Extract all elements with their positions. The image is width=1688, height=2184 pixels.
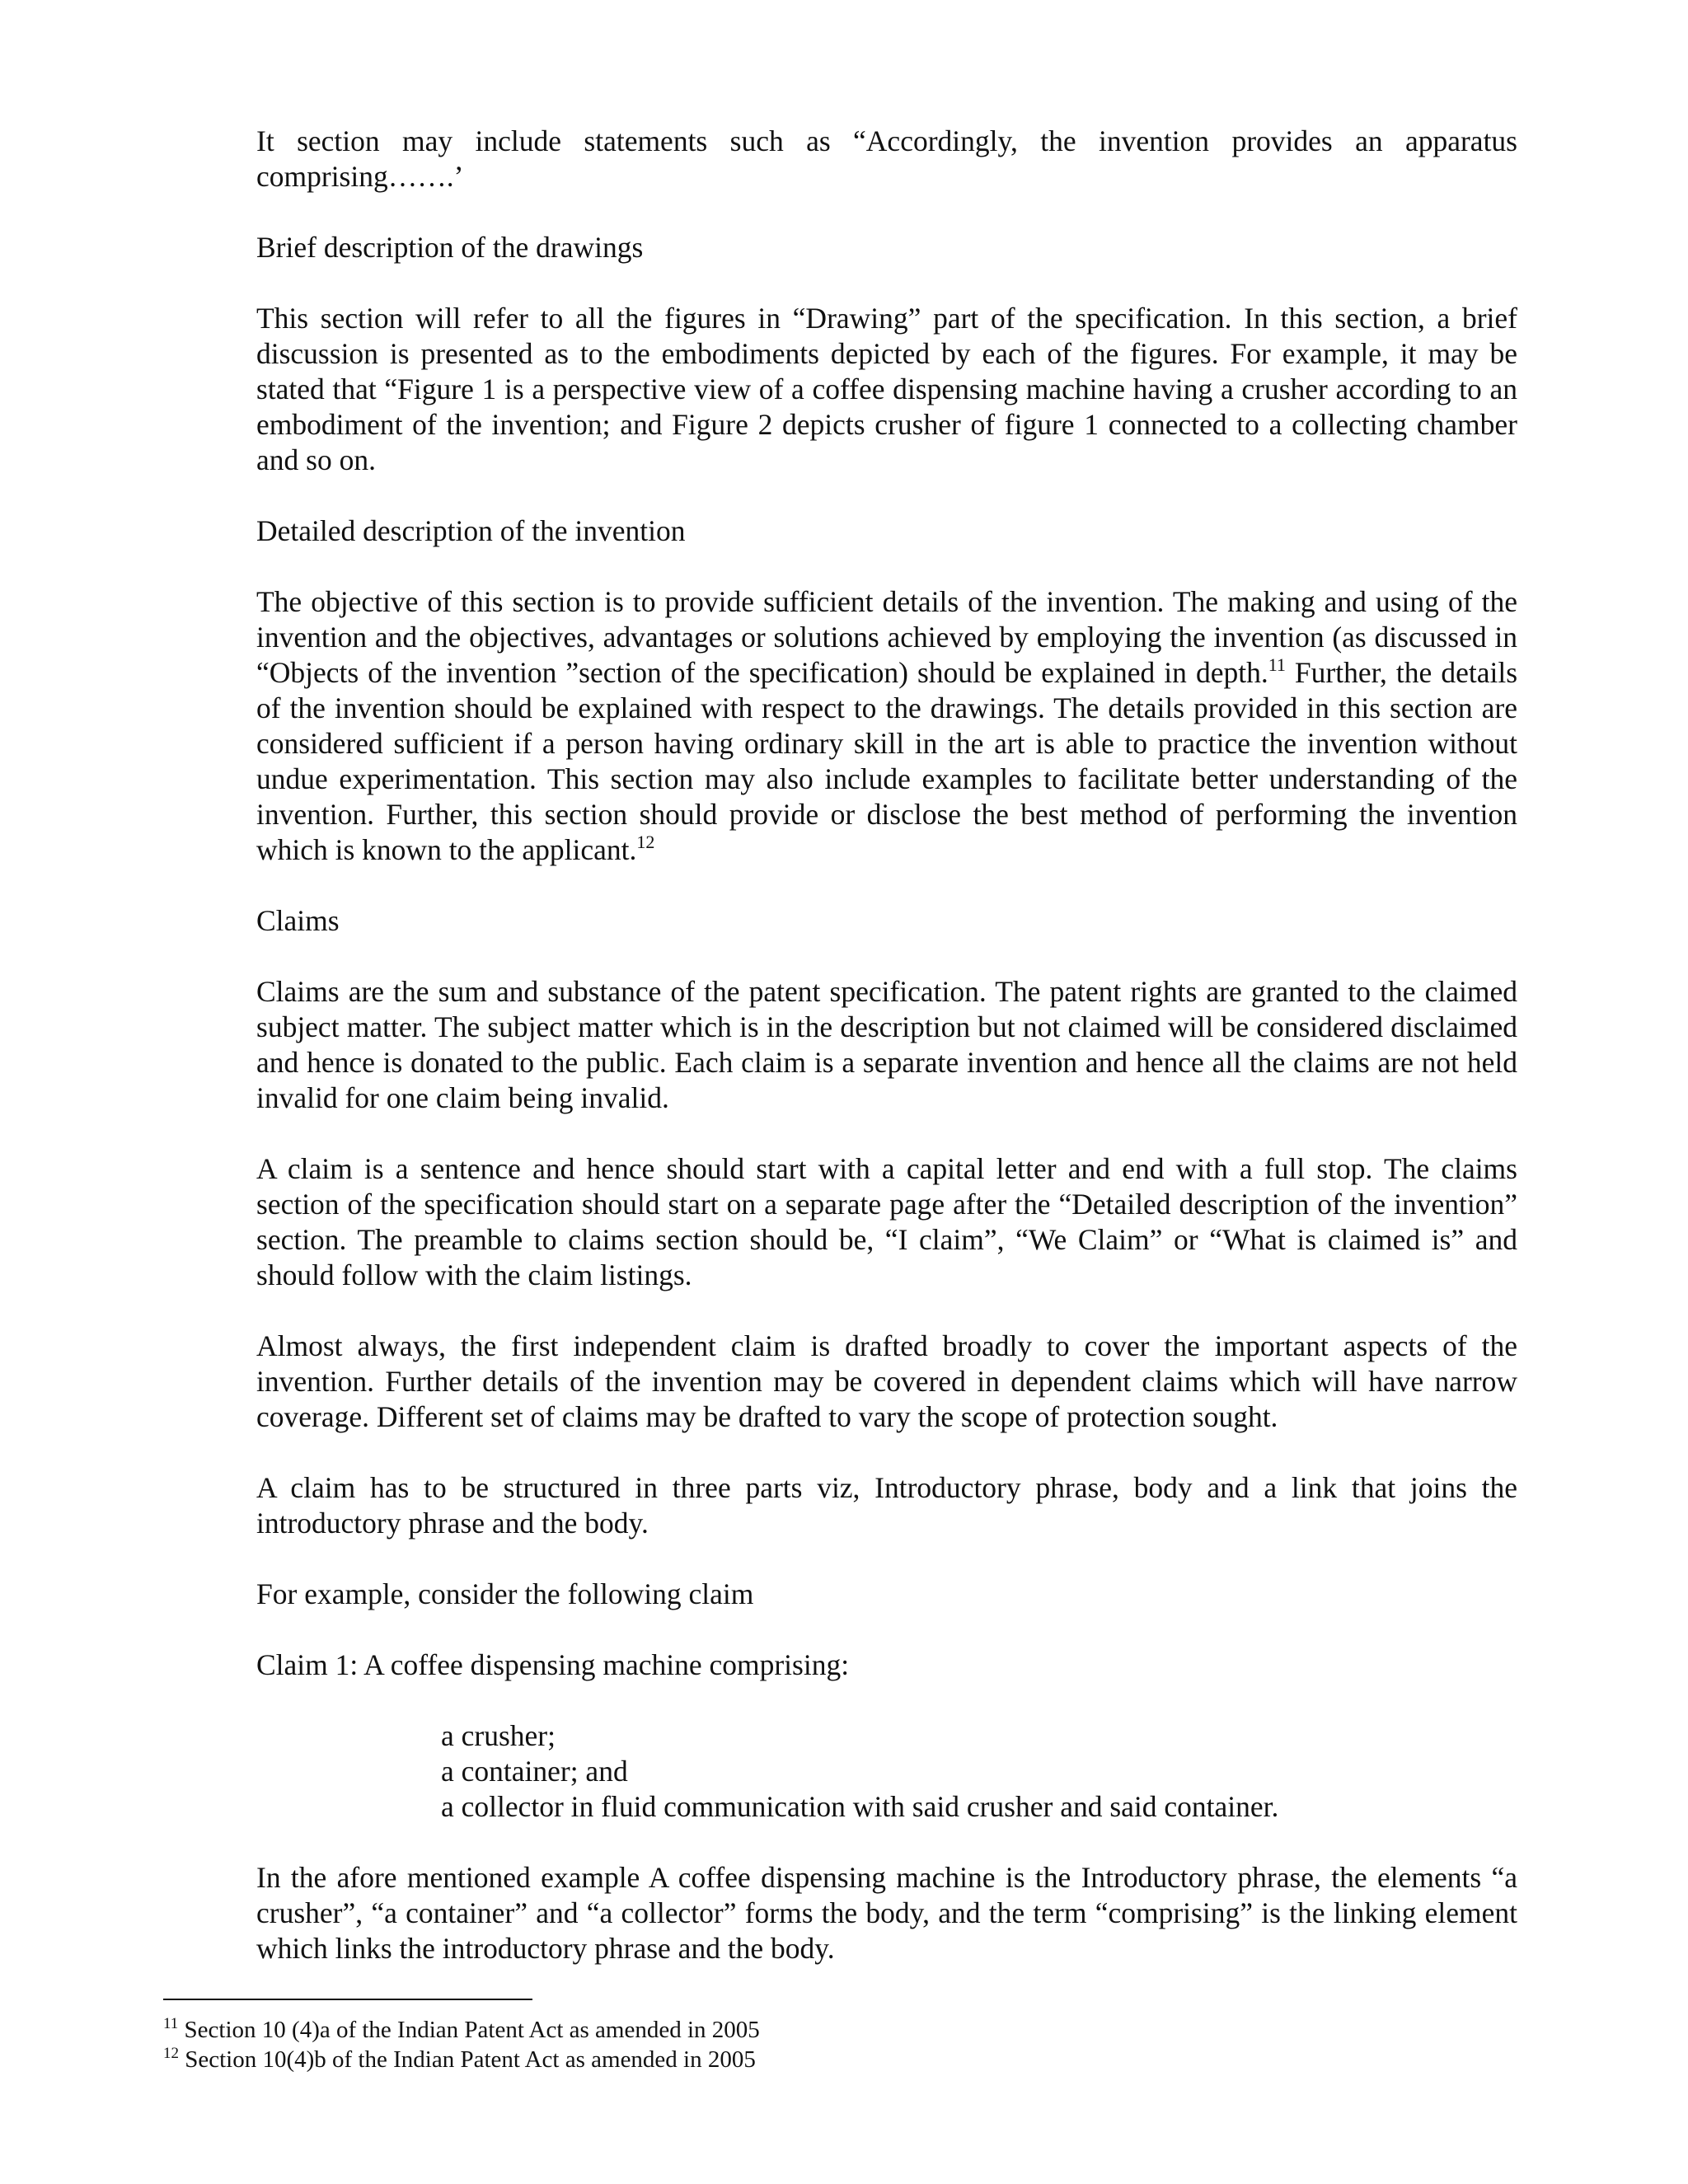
footnote-number: 12	[163, 2045, 179, 2062]
claims-paragraph-4: A claim has to be structured in three parts viz, Introductory phrase, body and a link that joins the introductory phrase and the body.	[256, 1471, 1517, 1540]
claims-paragraph-1: Claims are the sum and substance of the patent specification. The patent rights are granted to the claimed subject matter. The subject matter which is in the description but not claimed will be considered disclaimed and hence is donated to the public. Each claim is a separate invention and hence all the claims are not held invalid for one claim being invalid.	[256, 975, 1517, 1114]
heading-drawings: Brief description of the drawings	[256, 231, 644, 264]
body-text	[256, 124, 1517, 2002]
claim-element: a crusher;	[441, 1719, 556, 1752]
footnote-ref-11: 11	[1268, 654, 1286, 675]
detailed-text-part1: The objective of this section is to provide sufficient details of the invention. The making and using of the invention and the objectives, advantages or solutions achieved by employing the invention (as discussed in “Objects of the invention ”section of the specification) should be explained in depth.	[256, 585, 1517, 689]
heading-claims: Claims	[256, 904, 340, 937]
footnote-11	[163, 2015, 1482, 2045]
footnote-ref-12: 12	[636, 832, 655, 852]
footnote-number: 11	[163, 2015, 179, 2032]
claim-element: a collector in fluid communication with said crusher and said container.	[441, 1790, 1279, 1823]
claim-elements-list	[441, 1718, 1517, 1825]
claims-paragraph-3: Almost always, the first independent claim is drafted broadly to cover the important aspects of the invention. Further details of the invention may be covered in dependent claims which will have narrow coverage. Different set of claims may be drafted to vary the scope of protection sought.	[256, 1329, 1517, 1433]
final-paragraph: In the afore mentioned example A coffee dispensing machine is the Introductory phrase, the elements “a crusher”, “a container” and “a collector” forms the body, and the term “comprising” is the linking element which links the introductory phrase and the body.	[256, 1861, 1517, 1965]
heading-detailed-description: Detailed description of the invention	[256, 514, 686, 547]
intro-paragraph: It section may include statements such as “Accordingly, the invention provides an apparatus comprising…….’	[256, 124, 1517, 193]
footnote-separator	[163, 1999, 532, 2000]
drawings-paragraph: This section will refer to all the figures in “Drawing” part of the specification. In this section, a brief discussion is presented as to the embodiments depicted by each of the figures. For example, it may be stated that “Figure 1 is a perspective view of a coffee dispensing machine having a crusher according to an embodiment of the invention; and Figure 2 depicts crusher of figure 1 connected to a collecting chamber and so on.	[256, 302, 1517, 476]
claim-1-preamble: Claim 1: A coffee dispensing machine comprising:	[256, 1648, 850, 1681]
footnote-12	[163, 2045, 1482, 2074]
claims-paragraph-2: A claim is a sentence and hence should start with a capital letter and end with a full stop. The claims section of the specification should start on a separate page after the “Detailed description of the invention” section. The preamble to claims section should be, “I claim”, “We Claim” or “What is claimed is” and should follow with the claim listings.	[256, 1152, 1517, 1291]
detailed-text-part2: Further, the details of the invention should be explained with respect to the drawings. The details provided in this section are considered sufficient if a person having ordinary skill in the art is able to practice the invention without undue experimentation. This section may also include examples to facilitate better understanding of the invention. Further, this section should provide or disclose the best method of performing the invention which is known to the applicant.	[256, 656, 1518, 866]
footnote-text: Section 10 (4)a of the Indian Patent Act as amended in 2005	[178, 2017, 760, 2043]
example-intro: For example, consider the following claim	[256, 1577, 754, 1610]
footnotes	[163, 2015, 1482, 2074]
claim-element: a container; and	[441, 1755, 628, 1788]
footnote-text: Section 10(4)b of the Indian Patent Act as amended in 2005	[179, 2046, 756, 2073]
detailed-description-paragraph	[256, 584, 1517, 868]
